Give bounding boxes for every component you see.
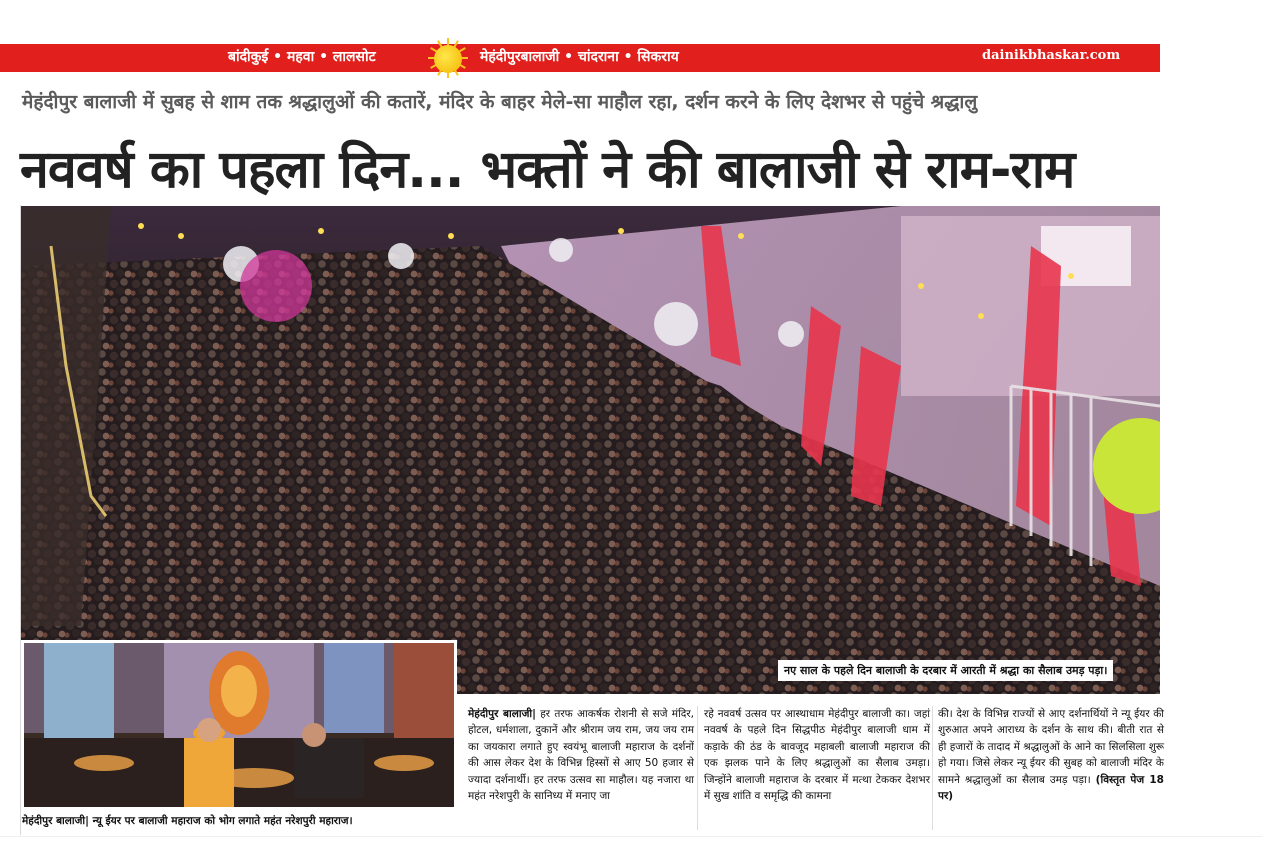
masthead-right-places: मेहंदीपुरबालाजी • चांदराना • सिकराय (480, 49, 679, 65)
article-body-column-3 (938, 706, 1164, 804)
inset-photo-caption: मेहंदीपुर बालाजी| न्यू ईयर पर बालाजी महाराज को भोग लगाते महंत नरेशपुरी महाराज। (22, 815, 353, 827)
article-body-column-1 (468, 706, 694, 804)
column-divider (697, 706, 698, 830)
main-photo-caption: नए साल के पहले दिन बालाजी के दरबार में आरती में श्रद्धा का सैलाब उमड़ पड़ा। (778, 660, 1113, 681)
main-crowd-photo (21, 206, 1160, 694)
page-top-margin (0, 0, 1262, 44)
masthead-site-url[interactable]: dainikbhaskar.com (982, 48, 1121, 63)
section-masthead (0, 44, 1160, 72)
body-text-1: हर तरफ आकर्षक रोशनी से सजे मंदिर, होटल, धर्मशाला, दुकानें और श्रीराम जय राम, जय जय राम का जयकारा लगाते हुए स्वयंभू बालाजी महाराज के दर्शनों की आस लेकर देश के विभिन्न हिस्सों से आए 50 हजार से ज्यादा दर्शनार्थी। हर तरफ उत्सव सा माहौल। यह नजारा था महंत नरेशपुरी के सानिध्य में मनाए जा (468, 708, 695, 803)
column-divider (932, 706, 933, 830)
body-text-2: रहे नववर्ष उत्सव पर आस्थाधाम मेहंदीपुर बालाजी का। जहां नववर्ष के पहले दिन सिद्धपीठ मेहंदीपुर बालाजी धाम में कड़ाके की ठंड के बावजूद महाबली बालाजी महाराज की एक झलक पाने के लिए श्रद्धालुओं का सैलाब उमड़ा। जिन्होंने बालाजी महाराज के दरबार में मत्था टेककर देशभर में सुख शांति व समृद्धि की कामना (704, 708, 930, 803)
page-bottom-edge (0, 836, 1262, 846)
body-text-3: की। देश के विभिन्न राज्यों से आए दर्शनार्थियों ने न्यू ईयर की शुरुआत अपने आराध्य के दर्शन के साथ की। बीती रात से ही हजारों के तादाद में श्रद्धालुओं के आने का सिलसिला शुरू हो गया। जिसे लेकर न्यू ईयर की सुबह को बालाजी मंदिर के सामने श्रद्धालुओं का सैलाब उमड़ पड़ा। (938, 708, 1164, 786)
article-headline: नववर्ष का पहला दिन... भक्तों ने की बालाजी से राम-राम (20, 140, 1075, 200)
sun-logo-icon (426, 38, 470, 78)
continued-on-page[interactable]: (विस्तृत पेज 18 पर) (938, 773, 1164, 803)
article-subheadline: मेहंदीपुर बालाजी में सुबह से शाम तक श्रद्धालुओं की कतारें, मंदिर के बाहर मेले-सा माहौल रहा, दर्शन करने के लिए देशभर से पहुंचे श्रद्धालु (22, 91, 978, 113)
article-body-column-2 (704, 706, 930, 804)
dateline: मेहंदीपुर बालाजी| (468, 708, 536, 720)
masthead-left-places: बांदीकुई • महवा • लालसोट (228, 49, 376, 65)
inset-temple-photo (21, 640, 457, 810)
